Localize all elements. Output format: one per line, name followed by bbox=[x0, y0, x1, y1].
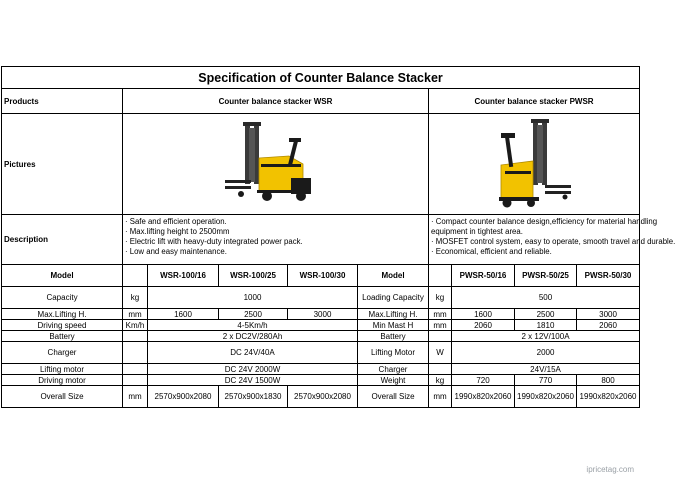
products-row bbox=[2, 89, 640, 114]
row-label: Charger bbox=[2, 342, 123, 364]
wsr-desc-line: · Max.lifting height to 2500mm bbox=[125, 227, 230, 236]
row-label: Weight bbox=[358, 375, 429, 386]
row-unit bbox=[429, 364, 452, 375]
row-label: Charger bbox=[358, 364, 429, 375]
description-row bbox=[2, 215, 640, 265]
row-value: 2 x DC2V/280Ah bbox=[148, 331, 358, 342]
wsr-desc-line: · Electric lift with heavy-duty integrated power pack. bbox=[125, 237, 303, 246]
row-value: 720 bbox=[452, 375, 515, 386]
row-value: 3000 bbox=[288, 309, 358, 320]
row-label: Driving speed bbox=[2, 320, 123, 331]
row-unit bbox=[429, 331, 452, 342]
row-value: 1810 bbox=[515, 320, 577, 331]
row-value: 2570x900x2080 bbox=[148, 386, 219, 408]
row-unit: mm bbox=[123, 386, 148, 408]
row-value: 1990x820x2060 bbox=[452, 386, 515, 408]
description-label: Description bbox=[2, 215, 123, 265]
row-value: 2500 bbox=[219, 309, 288, 320]
pictures-row bbox=[2, 114, 640, 215]
row-label: Battery bbox=[2, 331, 123, 342]
row-unit: mm bbox=[429, 320, 452, 331]
row-unit: kg bbox=[429, 375, 452, 386]
row-value: 500 bbox=[452, 287, 640, 309]
row-value: 1600 bbox=[452, 309, 515, 320]
row-unit bbox=[123, 364, 148, 375]
wsr-unit-header bbox=[123, 265, 148, 287]
row-label: Lifting Motor bbox=[358, 342, 429, 364]
row-unit: mm bbox=[429, 386, 452, 408]
wsr-description bbox=[123, 215, 429, 265]
title-row bbox=[2, 67, 640, 89]
row-label: Loading Capacity bbox=[358, 287, 429, 309]
row-value: 2000 bbox=[452, 342, 640, 364]
wsr-picture-cell bbox=[123, 114, 429, 215]
wsr-model-name: WSR-100/30 bbox=[288, 265, 358, 287]
pwsr-model-name: PWSR-50/30 bbox=[577, 265, 640, 287]
wsr-model-label: Model bbox=[2, 265, 123, 287]
pwsr-model-name: PWSR-50/25 bbox=[515, 265, 577, 287]
page-title: Specification of Counter Balance Stacker bbox=[2, 67, 640, 89]
row-value: 770 bbox=[515, 375, 577, 386]
row-label: Overall Size bbox=[358, 386, 429, 408]
table-row bbox=[2, 386, 640, 408]
row-value: 800 bbox=[577, 375, 640, 386]
row-label: Lifting motor bbox=[2, 364, 123, 375]
spec-table bbox=[1, 66, 675, 408]
row-label: Min Mast H bbox=[358, 320, 429, 331]
wsr-model-name: WSR-100/16 bbox=[148, 265, 219, 287]
row-unit bbox=[123, 375, 148, 386]
pwsr-model-label: Model bbox=[358, 265, 429, 287]
row-unit: W bbox=[429, 342, 452, 364]
row-value: 2 x 12V/100A bbox=[452, 331, 640, 342]
pwsr-desc-line: · MOSFET control system, easy to operate, smooth travel and durable. bbox=[431, 237, 675, 246]
row-value: 1600 bbox=[148, 309, 219, 320]
table-row bbox=[2, 331, 640, 342]
pwsr-unit-header bbox=[429, 265, 452, 287]
row-value: 1000 bbox=[148, 287, 358, 309]
row-value: 2570x900x2080 bbox=[288, 386, 358, 408]
table-row bbox=[2, 342, 640, 364]
pwsr-stacker-image bbox=[491, 117, 577, 211]
wsr-stacker-image bbox=[221, 118, 331, 210]
table-row bbox=[2, 287, 640, 309]
row-unit bbox=[123, 331, 148, 342]
row-value: DC 24V 1500W bbox=[148, 375, 358, 386]
pwsr-picture-cell bbox=[429, 114, 640, 215]
row-value: 3000 bbox=[577, 309, 640, 320]
pwsr-desc-line: equipment in tightest area. bbox=[431, 227, 523, 236]
wsr-desc-line: · Safe and efficient operation. bbox=[125, 217, 227, 226]
row-unit: kg bbox=[429, 287, 452, 309]
table-row bbox=[2, 364, 640, 375]
row-unit: mm bbox=[429, 309, 452, 320]
row-value: 4-5Km/h bbox=[148, 320, 358, 331]
row-label: Overall Size bbox=[2, 386, 123, 408]
row-value: DC 24V/40A bbox=[148, 342, 358, 364]
row-value: 2570x900x1830 bbox=[219, 386, 288, 408]
row-value: 2060 bbox=[452, 320, 515, 331]
table-row bbox=[2, 309, 640, 320]
row-value: DC 24V 2000W bbox=[148, 364, 358, 375]
row-unit: mm bbox=[123, 309, 148, 320]
row-value: 24V/15A bbox=[452, 364, 640, 375]
row-unit: Km/h bbox=[123, 320, 148, 331]
table-row bbox=[2, 320, 640, 331]
products-label: Products bbox=[2, 89, 123, 114]
row-label: Max.Lifting H. bbox=[358, 309, 429, 320]
row-label: Capacity bbox=[2, 287, 123, 309]
row-unit: kg bbox=[123, 287, 148, 309]
wsr-desc-line: · Low and easy maintenance. bbox=[125, 247, 227, 256]
row-value: 1990x820x2060 bbox=[577, 386, 640, 408]
pwsr-desc-line: · Compact counter balance design,efficiency for material handling bbox=[431, 217, 658, 226]
row-unit bbox=[123, 342, 148, 364]
pictures-label: Pictures bbox=[2, 114, 123, 215]
pwsr-description bbox=[429, 215, 675, 265]
wsr-model-name: WSR-100/25 bbox=[219, 265, 288, 287]
row-value: 1990x820x2060 bbox=[515, 386, 577, 408]
wsr-product-name: Counter balance stacker WSR bbox=[123, 89, 429, 114]
row-value: 2500 bbox=[515, 309, 577, 320]
watermark: ipricetag.com bbox=[586, 465, 634, 474]
table-row bbox=[2, 375, 640, 386]
pwsr-product-name: Counter balance stacker PWSR bbox=[429, 89, 640, 114]
row-value: 2060 bbox=[577, 320, 640, 331]
row-label: Driving motor bbox=[2, 375, 123, 386]
model-header-row bbox=[2, 265, 640, 287]
row-label: Max.Lifting H. bbox=[2, 309, 123, 320]
pwsr-desc-line: · Economical, efficient and reliable. bbox=[431, 247, 552, 256]
row-label: Battery bbox=[358, 331, 429, 342]
pwsr-model-name: PWSR-50/16 bbox=[452, 265, 515, 287]
